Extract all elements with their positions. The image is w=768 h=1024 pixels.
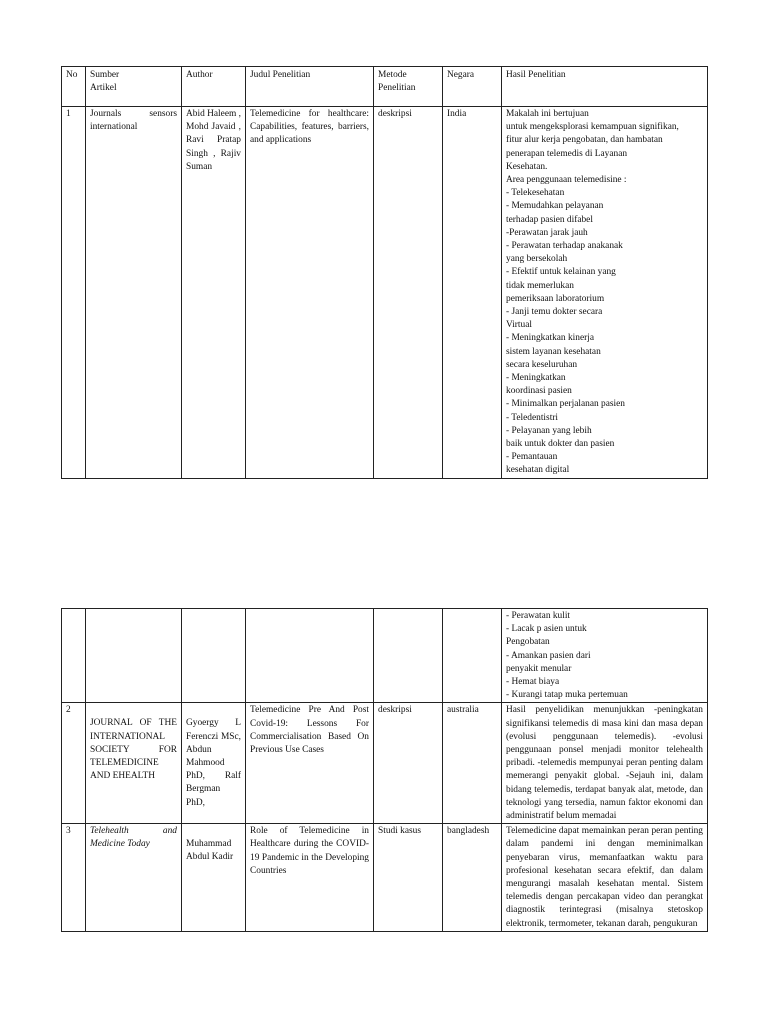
- hasil-line: koordinasi pasien: [506, 386, 572, 397]
- hasil-line: baik untuk dokter dan pasien: [506, 439, 615, 450]
- hasil-line: - Meningkatkan kinerja: [506, 333, 594, 344]
- header-sumber-artikel: Sumber Artikel: [86, 67, 182, 107]
- cell-sumber: Journals sensors international: [86, 107, 182, 479]
- hasil-line: Kesehatan.: [506, 161, 548, 172]
- cell-no: 1: [62, 107, 86, 479]
- hasil-line: secara keseluruhan: [506, 359, 578, 370]
- cell-author: Gyoergy L Ferenczi MSc, Abdun Mahmood PhD, Ralf Bergman PhD,: [182, 703, 246, 824]
- table-row: [62, 107, 708, 479]
- cell-author: Muhammad Abdul Kadir: [182, 824, 246, 932]
- hasil-line: Makalah ini bertujuan: [506, 109, 589, 119]
- hasil-line: penerapan telemedis di Layanan: [506, 148, 628, 159]
- table-row: [62, 824, 708, 932]
- cell-negara: bangladesh: [443, 824, 502, 932]
- hasil-line: pemeriksaan laboratorium: [506, 293, 605, 304]
- cell-hasil: [502, 107, 708, 479]
- hasil-line: tidak memerlukan: [506, 280, 574, 291]
- cell-metode: deskripsi: [374, 703, 443, 824]
- hasil-line: Pengobatan: [506, 637, 550, 648]
- hasil-line: - Minimalkan perjalanan pasien: [506, 399, 625, 410]
- hasil-line: kesehatan digital: [506, 465, 570, 476]
- hasil-line: untuk mengeksplorasi kemampuan signifikan,: [506, 122, 679, 133]
- table-header-row: [62, 67, 708, 107]
- hasil-line: terhadap pasien difabel: [506, 214, 593, 225]
- hasil-line: - Pemantauan: [506, 452, 558, 463]
- hasil-line: - Kurangi tatap muka pertemuan: [506, 690, 628, 701]
- research-table-page-2: [61, 608, 708, 932]
- cell-judul: Role of Telemedicine in Healthcare during the COVID-19 Pandemic in the Developing Countries: [246, 824, 374, 932]
- hasil-line: Virtual: [506, 320, 532, 331]
- header-author: Author: [182, 67, 246, 107]
- header-metode-penelitian: Metode Penelitian: [374, 67, 443, 107]
- hasil-line: - Memudahkan pelayanan: [506, 201, 604, 212]
- cell-hasil: Hasil penyelidikan menunjukkan -peningkatan signifikansi telemedis di masa kini dan masa depan (evolusi penggunaan telemedis). -evolusi penggunaan ponsel menjadi monitor telehealth pribadi. -telemedis mempunyai peran penting dalam memerangi penyakit global. -Sejauh ini, dalam bidang telemedis, terdapat banyak alat, metode, dan teknologi yang tersedia, namun faktor ekonomi dan administratif belum memadai: [502, 703, 708, 824]
- hasil-line: - Amankan pasien dari: [506, 650, 591, 661]
- hasil-line: - Perawatan kulit: [506, 611, 571, 621]
- hasil-line: - Meningkatkan: [506, 373, 566, 384]
- cell-author: Abid Haleem , Mohd Javaid , Ravi Pratap Singh , Rajiv Suman: [182, 107, 246, 479]
- cell-judul: Telemedicine Pre And Post Covid-19: Lessons For Commercialisation Based On Previous Use Cases: [246, 703, 374, 824]
- header-no: No: [62, 67, 86, 107]
- hasil-line: - Pelayanan yang lebih: [506, 425, 592, 436]
- hasil-line: - Hemat biaya: [506, 677, 560, 688]
- hasil-line: - Telekesehatan: [506, 188, 565, 199]
- cell-negara: australia: [443, 703, 502, 824]
- header-judul-penelitian: Judul Penelitian: [246, 67, 374, 107]
- cell-no: 2: [62, 703, 86, 824]
- cell-sumber: JOURNAL OF THE INTERNATIONAL SOCIETY FOR TELEMEDICINE AND EHEALTH: [86, 703, 182, 824]
- cell-sumber: Telehealth and Medicine Today: [86, 824, 182, 932]
- hasil-line: Area penggunaan telemedisine :: [506, 175, 627, 186]
- hasil-line: penyakit menular: [506, 663, 572, 674]
- cell-judul: Telemedicine for healthcare: Capabilities, features, barriers, and applications: [246, 107, 374, 479]
- hasil-line: - Lacak p asien untuk: [506, 624, 587, 635]
- hasil-line: - Perawatan terhadap anakanak: [506, 241, 623, 252]
- hasil-line: fitur alur kerja pengobatan, dan hambatan: [506, 135, 663, 146]
- cell-metode: Studi kasus: [374, 824, 443, 932]
- cell-hasil: Telemedicine dapat memainkan peran peran penting dalam pandemi ini dengan meminimalkan penyebaran virus, memanfaatkan waktu para profesional kesehatan secara efektif, dan dalam mengurangi masalah kesehatan mental. Sistem telemedis dengan percakapan video dan perangkat diagnostik terintegrasi (misalnya stetoskop elektronik, termometer, tekanan darah, pengukuran: [502, 824, 708, 932]
- hasil-line: sistem layanan kesehatan: [506, 346, 601, 357]
- cell-no: 3: [62, 824, 86, 932]
- cell-hasil-continued: [502, 609, 708, 703]
- hasil-line: - Teledentistri: [506, 412, 559, 423]
- table-row-continued: [62, 609, 708, 703]
- cell-metode: deskripsi: [374, 107, 443, 479]
- table-row: [62, 703, 708, 824]
- header-hasil-penelitian: Hasil Penelitian: [502, 67, 708, 107]
- hasil-line: -Perawatan jarak jauh: [506, 227, 588, 238]
- cell-negara: India: [443, 107, 502, 479]
- hasil-line: - Efektif untuk kelainan yang: [506, 267, 616, 278]
- hasil-line: yang bersekolah: [506, 254, 568, 265]
- hasil-line: - Janji temu dokter secara: [506, 307, 603, 318]
- research-table-page-1: [61, 66, 708, 479]
- header-negara: Negara: [443, 67, 502, 107]
